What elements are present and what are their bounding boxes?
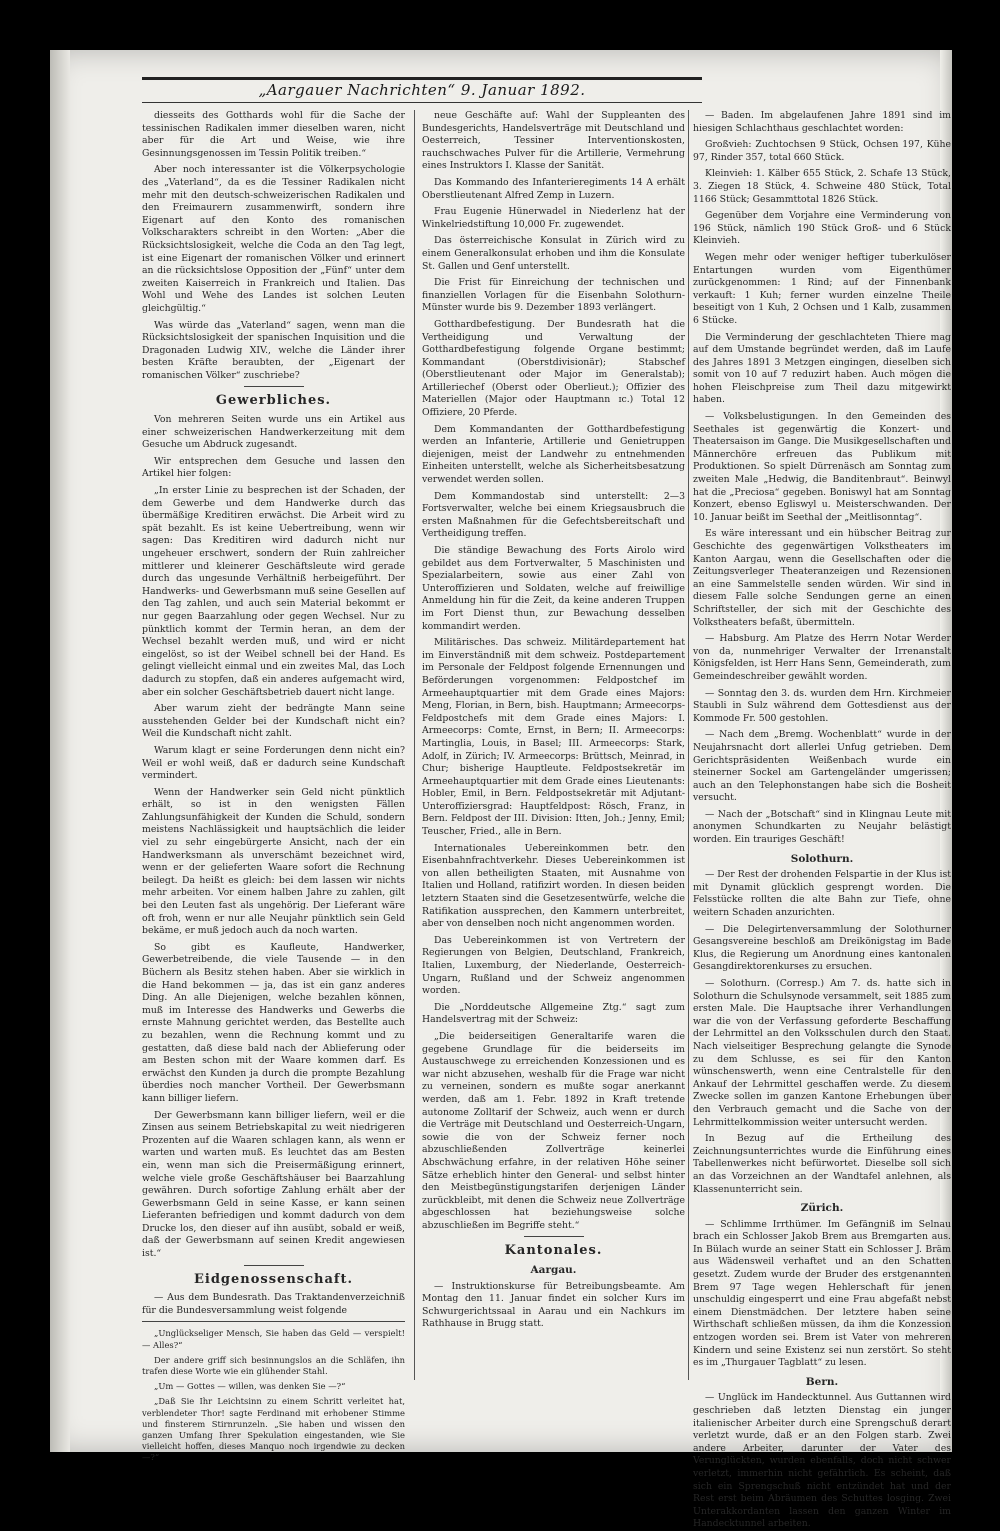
feuilleton-paragraph: Der andere griff sich besinnungslos an die Schläfen, ihn trafen diese Worte wie ein glühender Stahl. [142,1354,405,1377]
paragraph: Aber warum zieht der bedrängte Mann seine ausstehenden Gelder bei der Kundschaft nicht ein? Weil die Kundschaft nicht zahlt. [142,703,405,740]
paragraph: Das österreichische Konsulat in Zürich wird zu einem Generalkonsulat erhoben und ihm die Konsulate St. Gallen und Genf unterstellt. [422,235,685,272]
divider [524,1236,584,1237]
column-2 [422,110,685,1380]
paragraph: Das Kommando des Infanterieregiments 14 A erhält Oberstlieutenant Alfred Zemp in Luzern. [422,176,685,201]
paragraph: — Unglück im Handecktunnel. Aus Guttannen wird geschrieben daß letzten Dienstag ein junger italienischer Arbeiter durch eine Sprengschuß derart verletzt wurde, daß er an den Folgen starb. Zwei andere Arbeiter, darunter der Vater des Verunglückten, wurden ebenfalls, doch nicht schwer verletzt, immerhin nicht gefährlich. Es scheint, daß sich ein Sprengschuß nicht entzündet hat und der Rest erst beim Abräumen des Schuttes losging. Zwei Unterakkordanten lassen den ganzen Winter im Handecktunnel arbeiten. [693,1392,951,1530]
paragraph: — Baden. Im abgelaufenen Jahre 1891 sind im hiesigen Schlachthaus geschlachtet worden: [693,110,951,134]
paragraph: — Volksbelustigungen. In den Gemeinden des Seethales ist gegenwärtig die Konzert- und Theatersaison im Gange. Die Musikgesellschaften und Männerchöre erfreuen das Publikum mit Produktionen. So spielt Dürrenäsch am Sonntag zum zweiten Male „Hedwig, die Banditenbraut“. Beinwyl hat die „Preciosa“ gegeben. Boniswyl hat am Sonntag Konzert, ebenso Egliswyl u. Meisterschwanden. Der 10. Januar beißt im Seethal der „Meitlisonntag“. [693,411,951,523]
paragraph: Wenn der Handwerker sein Geld nicht pünktlich erhält, so ist in den wenigsten Fällen Zahlungsunfähigkeit der Kunden die Schuld, sondern meistens Nachlässigkeit und hauptsächlich die leider viel zu sehr eingebürgerte Ansicht, nach der ein Handwerksmann als unverschämt bezeichnet wird, wenn er der gelieferten Waare sofort die Rechnung beilegt. Da heißt es gleich: bei dem lassen wir nichts mehr arbeiten. Vor einem halben Jahre zu zahlen, gilt bei den Leuten fast als ungehörig. Der Lieferant wäre oft froh, wenn er nur alle Neujahr pünktlich sein Geld bekäme, er muß jedoch auch da noch warten. [142,786,405,937]
paragraph: neue Geschäfte auf: Wahl der Suppleanten des Bundesgerichts, Handelsverträge mit Deutschland und Oesterreich, Tessiner Interventionskosten, rauchschwaches Pulver für die Artillerie, Vermehrung eines Instruktors I. Klasse der Sanität. [422,110,685,172]
paragraph: Von mehreren Seiten wurde uns ein Artikel aus einer schweizerischen Handwerkerzeitung mit dem Gesuche um Abdruck zugesandt. [142,414,405,451]
divider [244,1265,304,1266]
subheading-bern: Bern. [805,1375,839,1388]
paragraph: Aber noch interessanter ist die Völkerpsychologie des „Vaterland“, da es die Tessiner Radikalen nicht mehr mit den deutsch-schweizerischen Radikalen und den Freimaurern zusammenwirft, sondern ihre Eigenart auf den Konto des romanischen Volkscharakters schreibt in den Worten: „Aber die Rücksichtslosigkeit, welche die Coda an den Tag legt, ist eine Eigenart der romanischen Völker und erinnert an die rücksichtslose Opposition der „Fünf“ unter dem zweiten Kaiserreich in Frankreich und Italien. Das Wohl und Wehe des Landes ist solchen Leuten gleichgültig.“ [142,164,405,314]
paragraph: Internationales Uebereinkommen betr. den Eisenbahnfrachtverkehr. Dieses Uebereinkommen ist von allen betheiligten Staaten, mit Ausnahme von Italien und Holland, ratifizirt worden. In diesen beiden letztern Staaten sind die Gesetzesentwürfe, welche die Ratifikation aussprechen, den Kammern unterbreitet, aber von denselben noch nicht angenommen worden. [422,842,685,930]
paragraph: Warum klagt er seine Forderungen denn nicht ein? Weil er wohl weiß, daß er dadurch seine Kundschaft vermindert. [142,744,405,782]
paragraph: — Solothurn. (Corresp.) Am 7. ds. hatte sich in Solothurn die Schulsynode versammelt, seit 1885 zum ersten Male. Die Hauptsache ihrer Verhandlungen war die von der Verfassung geforderte Beschaffung der Lehrmittel an den Volksschulen durch den Staat. Nach vielseitiger Besprechung gelangte die Synode zu dem Schlusse, es sei für den Kanton wünschenswerth, wenn eine Centralstelle für den Ankauf der Lehrmittel geschaffen werde. Zu diesem Zwecke sollen im ganzen Kantone Erhebungen über den Verbrauch gemacht und die Sache von der Lehrmittelkommission weiter untersucht werden. [693,978,951,1128]
feuilleton-paragraph: „Um — Gottes — willen, was denken Sie —?“ [154,1381,346,1392]
paragraph: — Aus dem Bundesrath. Das Traktandenverzeichniß für die Bundesversammlung weist folgende [142,1292,405,1316]
column-rule-1 [414,110,415,1380]
column-rule-2 [688,110,689,1380]
paragraph: Die „Norddeutsche Allgemeine Ztg.“ sagt zum Handelsvertrag mit der Schweiz: [422,1001,685,1026]
section-heading-eidgenossenschaft: Eidgenossenschaft. [193,1271,353,1287]
paragraph: — Nach der „Botschaft“ sind in Klingnau Leute mit anonymen Schundkarten zu Neujahr belästigt worden. Ein trauriges Geschäft! [693,808,951,846]
paragraph: Gotthardbefestigung. Der Bundesrath hat die Vertheidigung und Verwaltung der Gotthardbefestigung folgende Organe bestimmt; Kommandant (Oberstdivisionär); Stabschef (Oberstlieutenant oder Major im Generalstab); Artilleriechef (Oberst oder Oberlieut.); Offizier des Materiellen (Major oder Hauptmann ɪc.) Total 12 Offiziere, 20 Pferde. [422,318,685,419]
feuilleton-paragraph: „Daß Sie Ihr Leichtsinn zu einem Schritt verleitet hat, verblendeter Thor! sagte Ferdinand mit erhobener Stimme und finsterem Stirnrunzeln. „Sie haben und wissen den ganzen Umfang Ihrer Spekulation eingestanden, wie Sie vielleicht hoffen, dieses Manquo noch irgendwie zu decken —?“ [142,1396,405,1463]
paragraph: Großvieh: Zuchtochsen 9 Stück, Ochsen 197, Kühe 97, Rinder 357, total 660 Stück. [693,139,951,163]
subheading-aargau: Aargau. [530,1264,577,1277]
paragraph: — Der Rest der drohenden Felspartie in der Klus ist mit Dynamit glücklich gesprengt worden. Die Felsstücke rollten die alte Bahn zur Tiefe, ohne weitern Schaden anzurichten. [693,869,951,919]
paragraph: — Instruktionskurse für Betreibungsbeamte. Am Montag den 11. Januar findet ein solcher Kurs im Schwurgerichtssaal in Aarau und ein Nachkurs im Rathhause in Brugg statt. [422,1280,685,1330]
paragraph: Das Uebereinkommen ist von Vertretern der Regierungen von Belgien, Deutschland, Frankreich, Italien, Luxemburg, der Niederlande, Oesterreich-Ungarn, Rußland und der Schweiz angenommen worden. [422,934,685,997]
paragraph: Die Verminderung der geschlachteten Thiere mag auf dem Umstande begründet werden, daß im Laufe des Jahres 1891 3 Metzgen eingingen, dieselben sich somit von 10 auf 7 reduzirt haben. Auch mögen die hohen Fleischpreise zum Theil dazu mitgewirkt haben. [693,331,951,406]
divider [244,386,304,387]
paragraph: Es wäre interessant und ein hübscher Beitrag zur Geschichte des gegenwärtigen Volkstheaters im Kanton Aargau, wenn die Gesellschaften oder die Zeitungsverleger Theateranzeigen und Rezensionen an eine Sammelstelle senden würden. Wir sind in diesem Falle solche Sendungen gerne an einen Schriftsteller, der sich mit der Geschichte des Volkstheaters befaßt, übermitteln. [693,528,951,628]
paragraph: — Habsburg. Am Platze des Herrn Notar Werder von da, nunmehriger Verwalter der Irrenanstalt Königsfelden, ist Herr Hans Senn, Gemeinderath, zum Gemeindeschreiber gewählt worden. [693,633,951,682]
paragraph: So gibt es Kaufleute, Handwerker, Gewerbetreibende, die viele Tausende — in den Büchern als Besitz stehen haben. Aber sie wirklich in die Hand bekommen — ja, das ist ein ganz anderes Ding. An alle Diejenigen, welche bezahlen können, muß im Interesse des Handwerks und Gewerbs die ernste Mahnung gerichtet werden, das Bestellte auch zu bezahlen, wenn die Rechnung kommt und zu gestatten, daß diese bald nach der Ablieferung oder am Besten schon mit der Waare kommen darf. Es erwächst den Kunden ja durch die prompte Bezahlung überdies noch mancher Vortheil. Der Gewerbsmann kann billiger liefern. [142,941,405,1104]
feuilleton-paragraph: „Unglückseliger Mensch, Sie haben das Geld — verspielt! — Alles?“ [142,1328,405,1350]
paragraph: — Nach dem „Bremg. Wochenblatt“ wurde in der Neujahrsnacht dort allerlei Unfug getrieben. Dem Gerichtspräsidenten Weißenbach wurde ein steinerner Sockel am Gartengeländer umgerissen; auch an den Telephonstangen habe sich die Bosheit versucht. [693,729,951,804]
page-fold-shadow [50,50,70,1452]
paragraph: Dem Kommandanten der Gotthardbefestigung werden an Infanterie, Artillerie und Genietruppen diejenigen, meist der Landwehr zu entnehmenden Einheiten unterstellt, welche als Sicherheitsbesatzung verwendet werden sollen. [422,423,685,486]
paragraph: Kleinvieh: 1. Kälber 655 Stück, 2. Schafe 13 Stück, 3. Ziegen 18 Stück, 4. Schweine 480 Stück, Total 1166 Stück; Gesammttotal 1826 Stück. [693,168,951,205]
paragraph: Was würde das „Vaterland“ sagen, wenn man die Rücksichtslosigkeit der spanischen Inquisition und die Dragonaden Ludwig XIV., welche die Länder ihrer besten Kräfte beraubten, der „Eigenart der romanischen Völker“ zuschriebe? [142,319,405,381]
column-3 [693,110,951,1530]
section-heading-kantonales: Kantonales. [504,1243,603,1259]
paragraph: „Die beiderseitigen Generaltarife waren die gegebene Grundlage für die beiderseits im Austauschwege zu erreichenden Konzessionen und es war nicht abzusehen, weshalb für die Frage war nicht zu verneinen, sondern es mußte sogar anerkannt werden, daß am 1. Febr. 1892 in Kraft tretende autonome Zolltarif der Schweiz, auch wenn er durch die Verträge mit Deutschland und Oesterreich-Ungarn, sowie die von der Schweiz ferner noch abzuschließenden Zollverträge keinerlei Abschwächung erfahre, in der relativen Höhe seiner Sätze erheblich hinter den General- und selbst hinter den Meistbegünstigungstarifen derjenigen Länder zurückbleibt, mit denen die Schweiz neue Zollverträge abgeschlossen hat beziehungsweise solche abzuschließen im Begriffe steht.“ [422,1030,685,1231]
subheading-solothurn: Solothurn. [790,852,854,865]
paragraph: Die Frist für Einreichung der technischen und finanziellen Vorlagen für die Eisenbahn Solothurn-Münster wurde bis 9. Dezember 1893 verlängert. [422,277,685,314]
paragraph: — Schlimme Irrthümer. Im Gefängniß im Selnau brach ein Schlosser Jakob Brem aus Bremgarten aus. In Bülach wurde an seiner Statt ein Schlosser J. Bräm aus Wädensweil verhaftet und an den Schatten gesetzt. Zudem wurde der Bruder des erstgenannten Brem 97 Tage wegen Hehlerschaft für jenen unschuldig eingesperrt und eine Frau abgefaßt nebst einem Dienstmädchen. Der letztere haben seine Wirthschaft schließen müssen, da ihm die Konzession entzogen worden sei. Brem ist Vater von mehreren Kindern und seine Existenz sei nun zerstört. So steht es im „Thurgauer Tagblatt“ zu lesen. [693,1218,951,1369]
paragraph: Wir entsprechen dem Gesuche und lassen den Artikel hier folgen: [142,455,405,480]
paragraph: Gegenüber dem Vorjahre eine Verminderung von 196 Stück, nämlich 190 Stück Groß- und 6 Stück Kleinvieh. [693,210,951,247]
paragraph: diesseits des Gotthards wohl für die Sache der tessinischen Radikalen immer dieselben waren, nicht aber für die Art und Weise, wie ihre Gesinnungsgenossen im Tessin Politik treiben.“ [142,110,405,159]
paragraph: Frau Eugenie Hünerwadel in Niederlenz hat der Winkelriedstiftung 10,000 Fr. zugewendet. [422,206,685,230]
column-1 [142,110,405,1463]
paragraph: Die ständige Bewachung des Forts Airolo wird gebildet aus dem Fortverwalter, 5 Maschinisten und Spezialarbeitern, sowie aus einer Zahl von Unteroffizieren und Soldaten, welche auf freiwillige Anmeldung hin für die Zeit, da keine anderen Truppen im Fort Dienst thun, zur Bewachung desselben kommandirt werden. [422,545,685,632]
masthead-title: „Aargauer Nachrichten“ 9. Januar 1892. [258,81,586,99]
section-heading-gewerbliches: Gewerbliches. [215,393,332,409]
paragraph: Wegen mehr oder weniger heftiger tuberkulöser Entartungen wurden vom Eigenthümer zurückgenommen: 1 Rind; auf der Finnenbank verkauft: 1 Kuh; ferner wurden einzelne Theile beseitigt von 1 Kuh, 2 Ochsen und 1 Kalb, zusammen 6 Stücke. [693,251,951,326]
paragraph: Militärisches. Das schweiz. Militärdepartement hat im Einverständniß mit dem schweiz. Postdepartement im Personale der Feldpost folgende Ernennungen und Beförderungen vorgenommen: Feldpostchef im Armeehauptquartier mit dem Grade eines Majors: Meng, Florian, in Bern, bish. Hauptmann; Armeecorps-Feldpostchefs mit dem Grade eines Majors: I. Armeecorps: Comte, Ernst, in Bern; II. Armeecorps: Martinglia, Louis, in Basel; III. Armeecorps: Stark, Adolf, in Zürich; IV. Armeecorps: Brüttsch, Meinrad, in Chur; bisherige Hauptleute. Feldpostsekretär im Armeehauptquartier mit dem Grade eines Lieutenants: Hobler, Emil, in Bern. Feldpostsekretär mit Adjutant-Unteroffiziersgrad: Hauptfeldpost: Rösch, Franz, in Bern. Feldpost der III. Division: Itten, Joh.; Jenny, Emil; Teuscher, Fried., alle in Bern. [422,637,685,838]
paragraph: „In erster Linie zu besprechen ist der Schaden, der dem Gewerbe und dem Handwerke durch das übermäßige Kreditiren erwächst. Die Arbeit wird zu spät bezahlt. Es ist keine Uebertreibung, wenn wir sagen: Das Kreditiren wird dadurch nicht nur ungeheuer erschwert, sondern der Ruin zahlreicher mittlerer und kleinerer Geschäftsleute wird gerade durch das ungesunde Verhältniß herbeigeführt. Der Handwerks- und Gewerbsmann muß seine Gesellen auf den Tag zahlen, und auch sein Material bekommt er nur gegen Baarzahlung oder gegen Wechsel. Nur zu pünktlich kommt der Termin heran, an dem der Wechsel bezahlt werden muß, und wird er nicht eingelöst, so ist der Weibel schnell bei der Hand. Es gelingt vielleicht einmal und ein zweites Mal, das Loch dadurch zu stopfen, daß ein anderes aufgemacht wird, aber ein solcher Geschäftsbetrieb dauert nicht lange. [142,485,405,698]
masthead [142,77,702,103]
paragraph: In Bezug auf die Ertheilung des Zeichnungsunterrichtes wurde die Einführung eines Tabellenwerkes nicht befürwortet. Dieselbe soll sich an das Vorzeichnen an der Wandtafel anlehnen, als Klassenunterricht sein. [693,1133,951,1195]
paragraph: — Die Delegirtenversammlung der Solothurner Gesangsvereine beschloß am Dreikönigstag im Bade Klus, die Regierung um Anordnung eines kantonalen Gesangdirektorenkurses zu ersuchen. [693,923,951,973]
subheading-zuerich: Zürich. [800,1202,844,1215]
paragraph: — Sonntag den 3. ds. wurden dem Hrn. Kirchmeier Staubli in Sulz während dem Gottesdienst aus der Kommode Fr. 500 gestohlen. [693,687,951,724]
paragraph: Der Gewerbsmann kann billiger liefern, weil er die Zinsen aus seinem Betriebskapital zu weit niedrigeren Prozenten auf die Waaren schlagen kann, als wenn er warten und warten muß. Es leuchtet das am Besten ein, wenn man sich die Preisermäßigung erinnert, welche viele große Geschäftshäuser bei Baarzahlung gewähren. Durch sofortige Zahlung erhält aber der Gewerbsmann Geld in seine Kasse, er kann seinen Lieferanten befriedigen und kommt dadurch von dem Drucke los, den dieser auf ihn ausübt, sobald er weiß, daß der Gewerbsmann auf seinen Kredit angewiesen ist.“ [142,1109,405,1260]
paragraph: Dem Kommandostab sind unterstellt: 2—3 Fortsverwalter, welche bei einem Kriegsausbruch die ersten Maßnahmen für die Gefechtsbereitschaft und Vertheidigung treffen. [422,490,685,540]
feuilleton-divider [142,1321,405,1322]
